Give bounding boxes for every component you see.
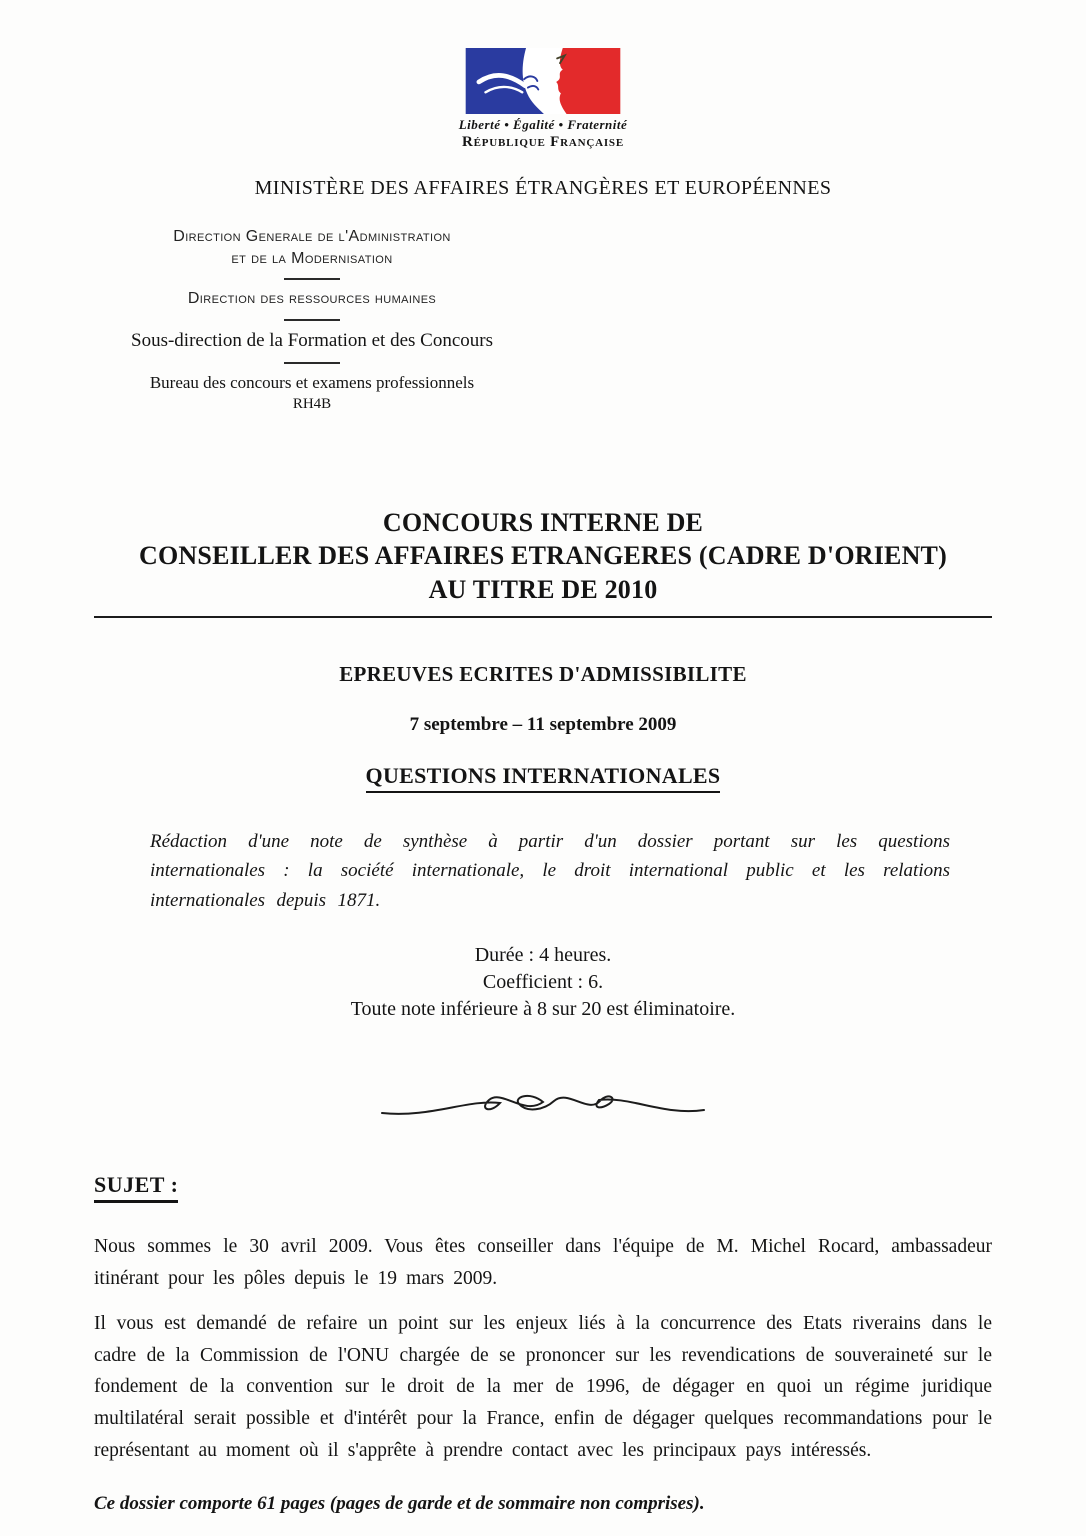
sujet-heading: SUJET : — [94, 1172, 178, 1203]
bureau: Bureau des concours et examens professionnels — [149, 373, 475, 393]
logo-block — [94, 48, 992, 151]
concours-title-line2: CONSEILLER DES AFFAIRES ETRANGERES (CADRE D'ORIENT) — [139, 541, 947, 571]
divider-line — [284, 319, 340, 321]
exam-duration: Durée : 4 heures. — [474, 944, 612, 967]
concours-title — [94, 506, 992, 606]
exam-coefficient: Coefficient : 6. — [482, 971, 604, 994]
sujet-heading-row — [94, 1172, 992, 1203]
concours-title-line1: CONCOURS INTERNE DE — [382, 508, 704, 538]
logo-motto: Liberté • Égalité • Fraternité — [458, 117, 628, 132]
sujet-paragraph-2: Il vous est demandé de refaire un point sur les enjeux liés à la concurrence des Etats riverains dans le cadre de la Commission de l'ONU chargée de se prononcer sur les revendications de souveraineté sur le fondement de la convention sur le droit de la mer de 1996, de dégager en quoi un régime juridique multilatéral serait possible et d'intérêt pour la France, enfin de dégager quelques recommandations pour le représentant au moment où il s'apprête à prendre contact avec les principaux pays intéressés. — [94, 1312, 992, 1461]
org-block — [82, 226, 542, 414]
flourish-divider-row — [94, 1083, 992, 1130]
exam-conditions — [94, 942, 992, 1023]
direction-generale-line2: et de la Modernisation — [231, 249, 393, 267]
sous-direction: Sous-direction de la Formation et des Concours — [131, 329, 493, 351]
title-horizontal-rule — [94, 616, 992, 618]
direction-generale-line1: Direction Generale de l'Administration — [173, 228, 451, 245]
logo-republic: République Française — [462, 134, 624, 150]
subject-title: QUESTIONS INTERNATIONALES — [366, 763, 721, 793]
exam-elimination-note: Toute note inférieure à 8 sur 20 est éliminatoire. — [350, 998, 736, 1021]
direction-rh: Direction des ressources humaines — [187, 290, 437, 308]
epreuves-heading: EPREUVES ECRITES D'ADMISSIBILITE — [339, 661, 747, 686]
exam-dates: 7 septembre – 11 septembre 2009 — [409, 713, 677, 735]
bureau-code: RH4B — [292, 395, 332, 412]
exam-description: Rédaction d'une note de synthèse à partir d'un dossier portant sur les questions internationales : la société internationale, le droit international public et les relations internationales depuis 1871. — [150, 830, 950, 911]
ministry-title: MINISTÈRE DES AFFAIRES ÉTRANGÈRES ET EUROPÉENNES — [254, 177, 832, 199]
concours-title-line3: AU TITRE DE 2010 — [428, 574, 658, 604]
subject-title-row — [94, 763, 992, 793]
divider-line — [284, 278, 340, 280]
dossier-page-count-note: Ce dossier comporte 61 pages (pages de garde et de sommaire non comprises). — [94, 1492, 705, 1514]
divider-line — [284, 362, 340, 364]
sujet-paragraph-1: Nous sommes le 30 avril 2009. Vous êtes conseiller dans l'équipe de M. Michel Rocard, ambassadeur itinérant pour les pôles depuis le 19 mars 2009. — [94, 1236, 992, 1289]
marianne-logo — [463, 48, 623, 114]
flourish-divider — [378, 1083, 708, 1125]
